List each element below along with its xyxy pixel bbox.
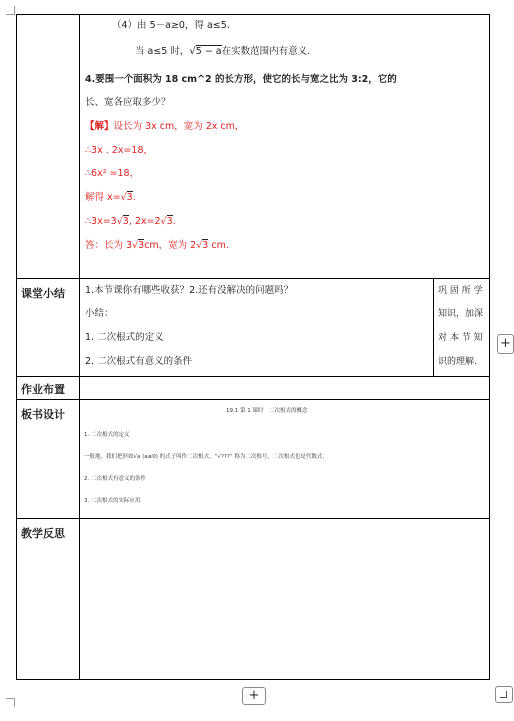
answer-line: 答：长为 3√3cm，宽为 2√3 cm. bbox=[85, 240, 229, 251]
purpose-line-4: 识的理解. bbox=[438, 357, 477, 367]
board-row bbox=[17, 400, 490, 519]
summary-heading: 小结： bbox=[85, 308, 114, 319]
homework-content-cell[interactable] bbox=[80, 377, 490, 400]
summary-point-1: 1. 二次根式的定义 bbox=[85, 332, 164, 343]
homework-row bbox=[17, 377, 490, 400]
document-page bbox=[16, 14, 490, 678]
solution-line2: ∴3x . 2x=18， bbox=[85, 145, 153, 156]
summary-purpose-cell[interactable] bbox=[434, 279, 490, 377]
crop-mark-bottom-left bbox=[6, 698, 15, 707]
purpose-line-3: 对 本 节 知 bbox=[438, 333, 483, 343]
purpose-line-1: 巩 固 所 学 bbox=[438, 286, 483, 296]
radical-3-a: 3 bbox=[122, 216, 129, 227]
reflection-label: 教学反思 bbox=[17, 519, 80, 680]
board-point-3: 3. 二次根式的实际应用 bbox=[84, 498, 141, 504]
homework-label: 作业布置 bbox=[17, 377, 80, 400]
add-row-button[interactable]: + bbox=[242, 687, 266, 705]
answer-text-1: 答：长为 3 bbox=[85, 240, 133, 251]
radical-3: 3 bbox=[126, 192, 133, 203]
answer-text-2: cm，宽为 2 bbox=[144, 240, 197, 251]
add-column-button[interactable]: + bbox=[497, 334, 514, 354]
question-4-line1: 4.要围一个面积为 18 cm^2 的长方形，使它的长与宽之比为 3:2，它的 bbox=[85, 74, 397, 85]
exercise-row bbox=[17, 15, 490, 279]
board-label: 板书设计 bbox=[17, 400, 80, 519]
condition-line: 当 a≤5 时，√5 − a在实数范围内有意义. bbox=[135, 46, 311, 57]
solve-period: . bbox=[132, 192, 136, 203]
board-title: 19.1 第 1 课时 二次根式的概念 bbox=[226, 408, 308, 414]
solution-line1 bbox=[85, 121, 244, 133]
radical-3-d: 3 bbox=[202, 240, 209, 251]
solve-text: 解得 x= bbox=[85, 192, 121, 203]
summary-row bbox=[17, 279, 490, 377]
summary-label: 课堂小结 bbox=[17, 279, 80, 377]
step-4-line: （4）由 5－a≥0，得 a≤5. bbox=[112, 20, 230, 31]
purpose-line-2: 知识，加深 bbox=[438, 309, 484, 319]
summary-point-2: 2. 二次根式有意义的条件 bbox=[85, 356, 193, 367]
solution-line4: 解得 x=√3. bbox=[85, 192, 136, 203]
solution-tag: 【解】 bbox=[85, 121, 114, 132]
reflection-content-cell[interactable] bbox=[80, 519, 490, 680]
radical-5-minus-a: 5 − a bbox=[195, 46, 222, 57]
question-4-line2: 长、宽各应取多少？ bbox=[85, 97, 171, 108]
board-point-2: 2. 二次根式有意义的条件 bbox=[84, 476, 146, 482]
width-text: , 2x=2 bbox=[128, 216, 161, 227]
period: . bbox=[172, 216, 176, 227]
exercise-content-cell[interactable] bbox=[80, 15, 490, 279]
solution-line5: ∴3x=3√3, 2x=2√3. bbox=[85, 216, 176, 227]
solution-text: 设长为 3x cm，宽为 2x cm， bbox=[113, 121, 245, 132]
reflection-row bbox=[17, 519, 490, 680]
condition-text: 当 a≤5 时， bbox=[135, 46, 190, 57]
board-point-1: 1. 二次根式的定义 bbox=[84, 432, 130, 438]
summary-question: 1.本节课你有哪些收获？2.还有没解决的问题吗？ bbox=[85, 285, 294, 296]
resize-corner-icon bbox=[500, 691, 507, 698]
answer-text-3: cm. bbox=[208, 240, 229, 251]
summary-content-cell[interactable] bbox=[80, 279, 434, 377]
radical-3-b: 3 bbox=[166, 216, 173, 227]
exercise-row-label-cell bbox=[17, 15, 80, 279]
solution-line3: ∴6x² =18， bbox=[85, 168, 140, 179]
crop-mark-top-left bbox=[6, 6, 15, 15]
length-text: ∴3x=3 bbox=[85, 216, 117, 227]
condition-text-end: 在实数范围内有意义. bbox=[221, 46, 311, 57]
board-definition: 一般地，我们把形如√a (a≥0) 的式子叫作二次根式，“√???” 称为二次根号，二次根式也是代数式. bbox=[84, 454, 325, 460]
table-resize-handle[interactable] bbox=[495, 686, 513, 703]
radical-3-c: 3 bbox=[138, 240, 145, 251]
lesson-plan-table bbox=[16, 14, 490, 680]
board-content-cell[interactable] bbox=[80, 400, 490, 519]
